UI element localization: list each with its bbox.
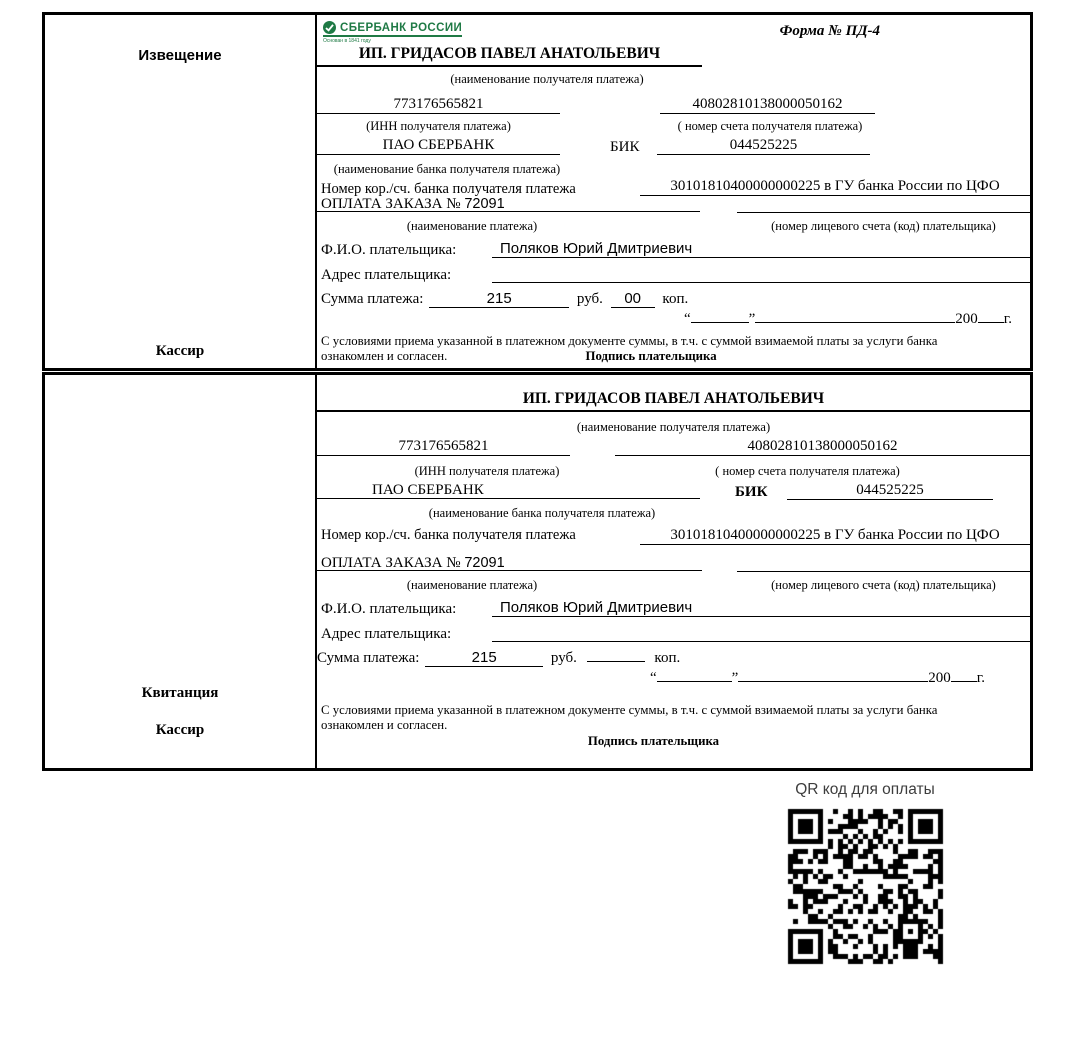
agreement-line2: ознакомлен и согласен. (321, 349, 448, 363)
sum-kop-field: 00 (611, 290, 655, 308)
date-year-suffix: г. (976, 670, 985, 686)
bik-field: 044525225 (657, 137, 870, 155)
notice-slip (42, 12, 1033, 371)
payment-name-field (317, 555, 702, 571)
sum-row (317, 649, 680, 667)
inn-caption: (ИНН получателя платежа) (366, 119, 511, 133)
payer-address-label: Адрес плательщика: (321, 626, 452, 642)
payment-name-field (317, 196, 700, 212)
payer-address-field (492, 265, 1030, 283)
inn-caption: (ИНН получателя платежа) (414, 464, 560, 478)
form-title: Форма № ПД-4 (779, 23, 880, 39)
sum-label: Сумма платежа: (317, 650, 420, 666)
date-line (650, 670, 985, 687)
receipt-main-area (317, 375, 1030, 768)
payer-name-field: Поляков Юрий Дмитриевич (492, 240, 1030, 258)
agreement-line2-row (321, 349, 717, 364)
payment-order-number: 72091 (464, 555, 505, 571)
rub-label: руб. (550, 650, 577, 666)
recipient-name-field: ИП. ГРИДАСОВ ПАВЕЛ АНАТОЛЬЕВИЧ (317, 388, 1030, 412)
personal-account-caption: (номер лицевого счета (код) плательщика) (771, 219, 996, 233)
payer-address-field (492, 624, 1030, 642)
recipient-caption: (наименование получателя платежа) (450, 72, 644, 86)
qr-code (787, 808, 945, 966)
date-year-prefix: 200 (955, 311, 978, 327)
payment-order-number: 72091 (464, 196, 505, 212)
bik-field: 044525225 (787, 482, 993, 500)
recipient-caption: (наименование получателя платежа) (576, 420, 771, 434)
agreement-line1: С условиями приема указанной в платежном документе суммы, в т.ч. с суммой взимаемой платы за услуги банка (321, 703, 938, 717)
account-caption: ( номер счета получателя платежа) (715, 464, 900, 478)
date-year-prefix: 200 (928, 670, 951, 686)
date-year-field (951, 681, 977, 682)
payer-name-label: Ф.И.О. плательщика: (321, 601, 457, 617)
bank-caption: (наименование банка получателя платежа) (428, 506, 656, 520)
agreement-line1: С условиями приема указанной в платежном документе суммы, в т.ч. с суммой взимаемой платы за услуги банка (321, 334, 938, 348)
sberbank-logo (323, 21, 462, 44)
bank-caption: (наименование банка получателя платежа) (333, 162, 561, 176)
sberbank-logo-tagline: Основан в 1841 году (323, 38, 371, 44)
payment-caption: (наименование платежа) (406, 219, 538, 233)
date-day-field (657, 681, 732, 682)
notice-main-area (317, 15, 1030, 368)
bik-label: БИК (735, 484, 768, 500)
bik-label: БИК (610, 139, 640, 155)
personal-account-field (737, 196, 1030, 213)
personal-account-caption: (номер лицевого счета (код) плательщика) (771, 578, 996, 592)
notice-side-column (45, 15, 317, 368)
account-field: 40802810138000050162 (615, 438, 1030, 456)
sberbank-logo-icon (323, 21, 336, 34)
date-day-field (691, 322, 749, 323)
payment-name-label: ОПЛАТА ЗАКАЗА № (321, 196, 465, 212)
sum-row (321, 290, 688, 308)
inn-field: 773176565821 (317, 438, 570, 456)
date-month-field (755, 322, 955, 323)
account-field: 40802810138000050162 (660, 96, 875, 114)
kop-label: коп. (654, 650, 681, 666)
date-close-quote: ” (748, 311, 756, 327)
date-open-quote: “ (683, 311, 691, 327)
date-year-suffix: г. (1003, 311, 1012, 327)
receipt-slip (42, 372, 1033, 771)
kop-label: коп. (662, 291, 689, 307)
account-caption: ( номер счета получателя платежа) (677, 119, 863, 133)
sum-label: Сумма платежа: (321, 291, 424, 307)
date-close-quote: ” (731, 670, 739, 686)
corr-account-label: Номер кор./сч. банка получателя платежа (321, 527, 576, 543)
date-month-field (738, 681, 928, 682)
corr-account-label: Номер кор./сч. банка получателя платежа (321, 181, 576, 197)
date-line (684, 311, 1012, 328)
sum-rub-field: 215 (429, 290, 569, 308)
payer-address-label: Адрес плательщика: (321, 267, 452, 283)
payment-caption: (наименование платежа) (406, 578, 538, 592)
corr-account-field: 30101810400000000225 в ГУ банка России по ЦФО (640, 526, 1030, 545)
sum-rub-field: 215 (425, 649, 543, 667)
notice-cashier-label: Кассир (155, 343, 205, 359)
date-year-field (978, 322, 1004, 323)
recipient-name-field: ИП. ГРИДАСОВ ПАВЕЛ АНАТОЛЬЕВИЧ (317, 43, 702, 67)
notice-side-top-label: Извещение (138, 47, 222, 64)
payment-name-label: ОПЛАТА ЗАКАЗА № (321, 555, 465, 571)
receipt-cashier-label: Кассир (155, 722, 205, 738)
sum-kop-field (587, 661, 645, 662)
receipt-side-column (45, 375, 317, 768)
bank-name-field: ПАО СБЕРБАНК (317, 137, 560, 155)
receipt-side-top-label: Квитанция (141, 685, 219, 701)
rub-label: руб. (576, 291, 603, 307)
payer-name-field: Поляков Юрий Дмитриевич (492, 599, 1030, 617)
sberbank-logo-text: СБЕРБАНК РОССИИ (340, 21, 463, 34)
qr-code-title: QR код для оплаты (795, 781, 935, 798)
signature-label: Подпись плательщика (585, 349, 717, 363)
date-open-quote: “ (649, 670, 657, 686)
payer-name-label: Ф.И.О. плательщика: (321, 242, 457, 258)
inn-field: 773176565821 (317, 96, 560, 114)
agreement-line2: ознакомлен и согласен. (321, 718, 448, 732)
personal-account-field (737, 555, 1030, 572)
signature-label: Подпись плательщика (587, 734, 720, 748)
corr-account-field: 30101810400000000225 в ГУ банка России по ЦФО (640, 177, 1030, 196)
bank-name-field: ПАО СБЕРБАНК (317, 482, 700, 499)
